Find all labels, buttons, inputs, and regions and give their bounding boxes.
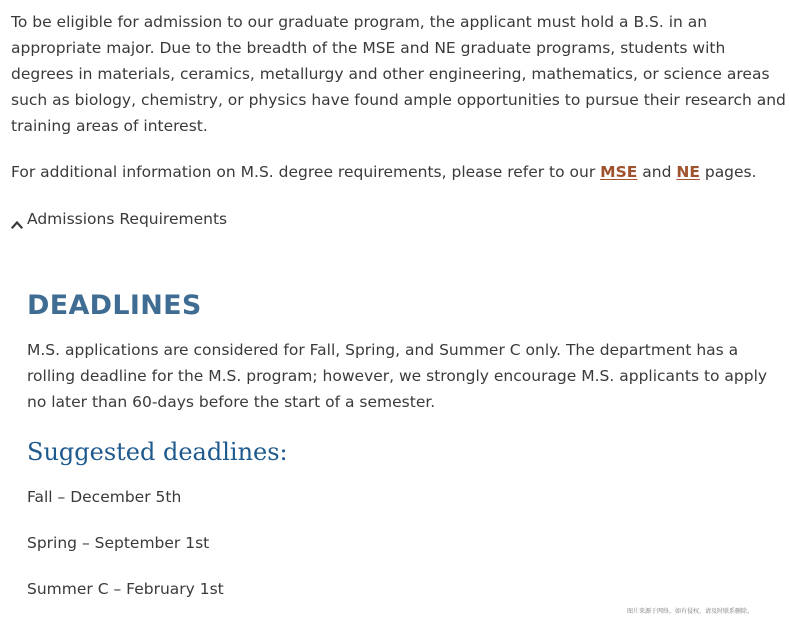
info-text-and: and [637, 163, 677, 181]
ne-link[interactable]: NE [676, 163, 700, 181]
deadline-item-fall: Fall – December 5th [27, 488, 182, 506]
deadlines-paragraph: M.S. applications are considered for Fall, Spring, and Summer C only. The department has a rolling deadline for the M.S. program; however, we strongly encourage M.S. applicants to apply no later than 60-days before the start of a semester. [27, 341, 768, 411]
chevron-up-icon [11, 213, 23, 225]
suggested-deadlines-heading: Suggested deadlines: [27, 438, 288, 466]
admissions-requirements-toggle[interactable] [11, 206, 227, 232]
deadline-item-summer: Summer C – February 1st [27, 580, 224, 598]
admissions-requirements-label: Admissions Requirements [27, 210, 228, 228]
additional-info-paragraph [11, 159, 786, 185]
intro-paragraph: To be eligible for admission to our graduate program, the applicant must hold a B.S. in an appropriate major. Due to the breadth of the MSE and NE graduate programs, students with degrees in materials, ceramics, metallurgy and other engineering, mathematics, or science areas such as biology, chemistry, or physics have found ample opportunities to pursue their research and training areas of interest. [11, 13, 786, 135]
deadlines-heading: DEADLINES [27, 290, 202, 321]
deadline-item-spring: Spring – September 1st [27, 534, 210, 552]
info-text-after: pages. [699, 163, 757, 181]
mse-link[interactable]: MSE [600, 163, 638, 181]
info-text-before: For additional information on M.S. degree requirements, please refer to our [11, 163, 601, 181]
watermark: 图片来源于网络，如有侵权，请及时联系删除。 [626, 608, 753, 615]
